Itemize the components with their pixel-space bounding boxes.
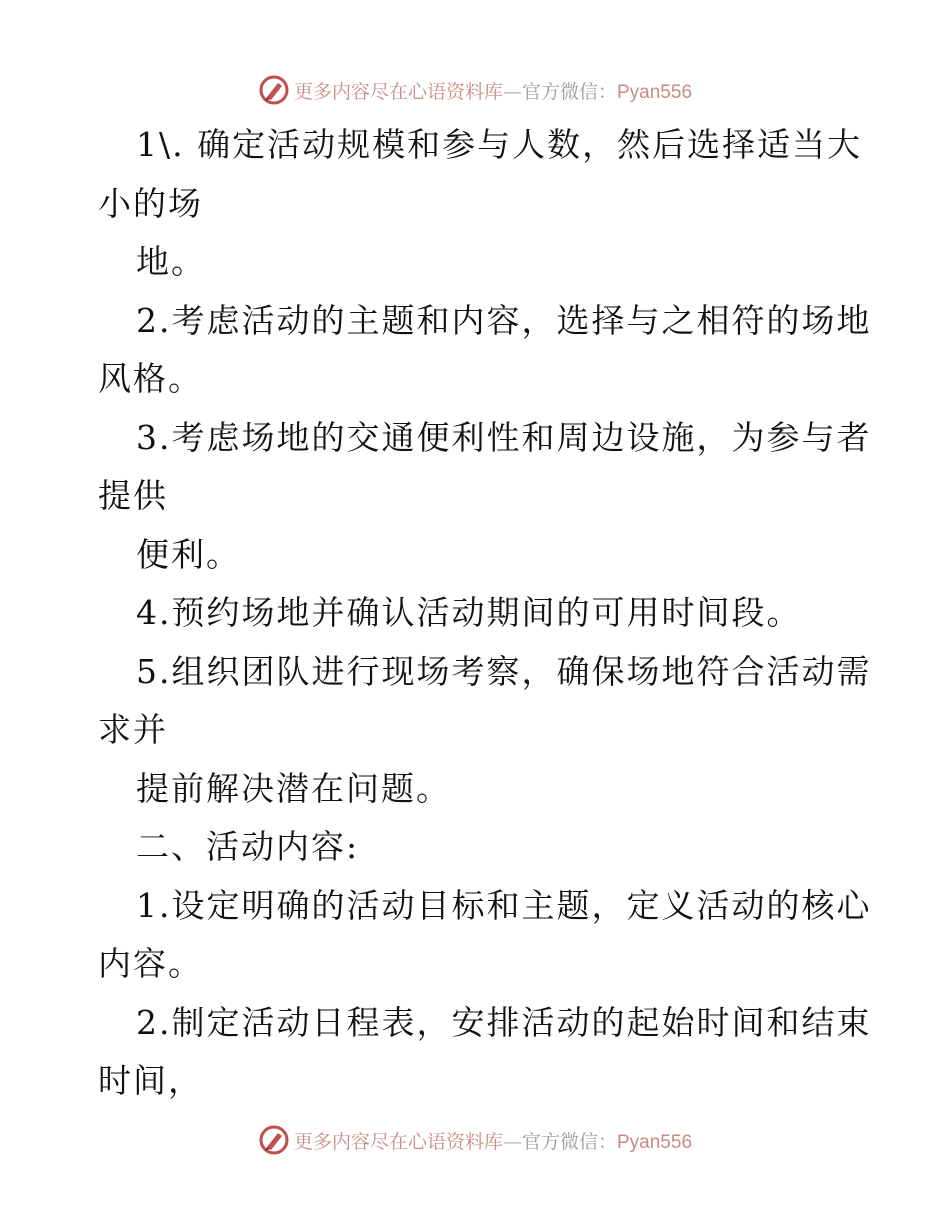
paragraph [98,877,872,994]
paragraph-line: 3.考虑场地的交通便利性和周边设施，为参与者 [136,417,872,457]
paragraph-line: 1.设定明确的活动目标和主题，定义活动的核心 [136,885,872,925]
section-heading-line: 二、活动内容: [136,827,360,866]
watermark-dash: — [502,1130,522,1153]
paragraph-line: 2.考虑活动的主题和内容，选择与之相符的场地 [136,300,872,340]
watermark-site: 更多内容尽在心语资料库 [293,80,503,103]
paragraph [98,643,872,819]
paragraph [98,584,858,643]
watermark-wechat-id: Pyan556 [617,81,693,103]
header-watermark [0,70,950,110]
paragraph-line: 地。 [136,242,206,281]
watermark-text [294,1127,692,1154]
paragraph-line: 时间， [98,1061,203,1100]
pen-logo-icon [258,1124,290,1156]
watermark-wechat-label: 官方微信： [521,80,617,103]
paragraph-line: 5.组织团队进行现场考察，确保场地符合活动需 [136,651,872,691]
pen-logo-icon [258,74,290,106]
paragraph-line: 提供 [98,476,168,515]
footer-watermark [0,1120,950,1160]
paragraph [98,994,872,1111]
paragraph [98,292,872,409]
paragraph [98,116,863,292]
document-body [98,116,872,1111]
paragraph-line: 提前解决潜在问题。 [136,768,451,808]
section-heading [98,818,858,877]
paragraph-line: 小的场 [98,183,203,223]
watermark-text [294,77,692,104]
watermark-wechat-id: Pyan556 [617,1131,693,1153]
paragraph-line: 内容。 [98,944,203,983]
watermark-site: 更多内容尽在心语资料库 [293,1130,503,1153]
paragraph-line: 便利。 [136,534,241,574]
paragraph-line: 2.制定活动日程表，安排活动的起始时间和结束 [136,1002,872,1042]
watermark-dash: — [502,80,522,103]
paragraph-line: 4.预约场地并确认活动期间的可用时间段。 [136,593,802,632]
paragraph-line: 求并 [98,710,168,749]
paragraph-line: 1\. 确定活动规模和参与人数，然后选择适当大 [136,125,863,164]
paragraph-line: 风格。 [98,359,203,398]
paragraph [98,409,872,585]
watermark-wechat-label: 官方微信： [521,1130,617,1153]
